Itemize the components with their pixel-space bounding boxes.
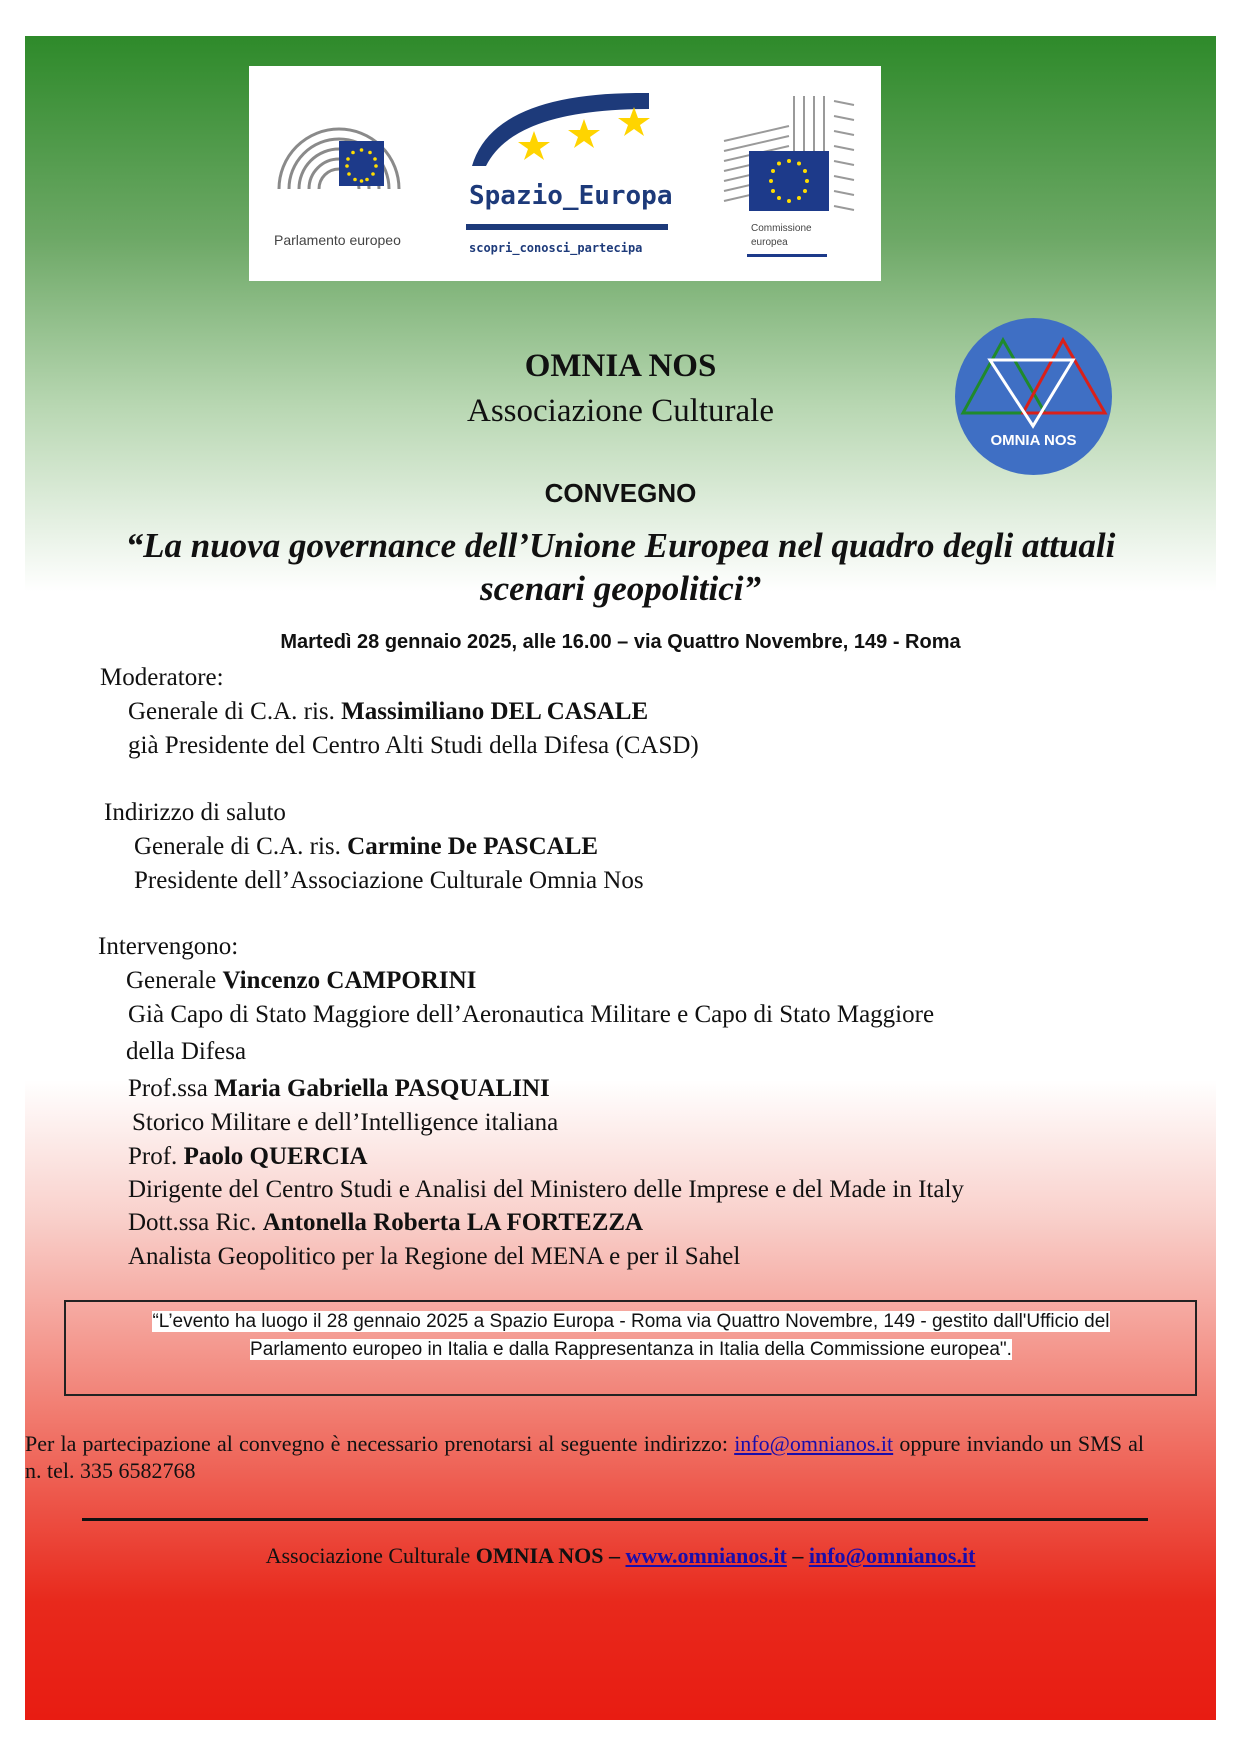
notice-text	[100, 1308, 1162, 1364]
speakers-heading: Intervengono:	[98, 933, 239, 960]
parliament-hemicycle-icon	[269, 94, 439, 224]
speaker-1-name: Vincenzo CAMPORINI	[222, 967, 477, 994]
commission-underline	[747, 254, 827, 257]
greeting-name: Carmine De PASCALE	[347, 833, 599, 860]
speaker-2-name: Maria Gabriella PASQUALINI	[214, 1075, 550, 1102]
footer-org: OMNIA NOS	[475, 1543, 604, 1568]
greeting-line	[134, 832, 598, 862]
speaker-2-role: Storico Militare e dell’Intelligence italiana	[132, 1109, 559, 1136]
event-title-line2: scenari geopolitici”	[480, 569, 761, 608]
commission-building-icon	[719, 91, 859, 221]
speaker-2-line	[128, 1074, 550, 1104]
badge-label: OMNIA NOS	[990, 432, 1077, 449]
event-label: CONVEGNO	[544, 478, 697, 508]
speaker-3-role: Dirigente del Centro Studi e Analisi del Ministero delle Imprese e del Made in Italy	[128, 1176, 964, 1203]
booking-text-after: oppure inviando un SMS al n. tel. 335 6582768	[25, 1431, 1144, 1483]
speaker-1-prefix: Generale	[126, 967, 223, 994]
footer-website-link[interactable]: www.omnianos.it	[625, 1543, 787, 1568]
speaker-1-line	[126, 966, 476, 996]
event-date: Martedì 28 gennaio 2025, alle 16.00 – via Quattro Novembre, 149 - Roma	[280, 631, 961, 653]
event-title-line1: “La nuova governance dell’Unione Europea nel quadro degli attuali	[125, 526, 1116, 565]
moderator-role: già Presidente del Centro Alti Studi della Difesa (CASD)	[128, 732, 699, 759]
parliament-logo	[269, 94, 439, 254]
speaker-3-name: Paolo QUERCIA	[183, 1143, 368, 1170]
greeting-heading: Indirizzo di saluto	[104, 799, 286, 826]
spazio-europa-underline	[466, 224, 668, 230]
commission-caption-line2: europea	[751, 237, 788, 248]
commission-logo	[719, 91, 859, 266]
speaker-3-line	[128, 1142, 368, 1172]
organization-name: OMNIA NOS	[524, 348, 717, 384]
greeting-prefix: Generale di C.A. ris.	[134, 833, 348, 860]
speaker-4-role: Analista Geopolitico per la Regione del MENA e per il Sahel	[128, 1243, 741, 1270]
spazio-europa-tagline: scopri_conosci_partecipa	[469, 241, 643, 255]
notice-line1: “L’evento ha luogo il 28 gennaio 2025 a Spazio Europa - Roma via Quattro Novembre, 149 - gestito dall'Ufficio del	[152, 1311, 1110, 1332]
speaker-1-role-line2: della Difesa	[126, 1038, 247, 1065]
booking-text	[25, 1430, 1144, 1484]
speaker-4-prefix: Dott.ssa Ric.	[128, 1209, 263, 1236]
speaker-3-prefix: Prof.	[128, 1143, 184, 1170]
logo-banner	[249, 66, 881, 281]
notice-line2: Parlamento europeo in Italia e dalla Rappresentanza in Italia della Commissione europea".	[250, 1339, 1012, 1360]
greeting-role: Presidente dell’Associazione Culturale Omnia Nos	[134, 867, 644, 894]
footer-email-link[interactable]: info@omnianos.it	[808, 1543, 976, 1568]
footer	[0, 1543, 1241, 1569]
omnia-nos-triangles-icon	[955, 318, 1112, 475]
moderator-heading: Moderatore:	[100, 664, 224, 691]
spazio-europa-title: Spazio_Europa	[469, 181, 673, 211]
commission-caption-line1: Commissione	[751, 223, 812, 234]
booking-text-before: Per la partecipazione al convegno è necessario prenotarsi al seguente indirizzo:	[25, 1431, 735, 1456]
event-title	[60, 524, 1181, 610]
footer-sep2: –	[786, 1543, 809, 1568]
parliament-caption: Parlamento europeo	[274, 232, 401, 248]
booking-email-link[interactable]: info@omnianos.it	[734, 1431, 894, 1456]
footer-separator	[82, 1518, 1148, 1521]
moderator-line	[128, 697, 648, 727]
moderator-name: Massimiliano DEL CASALE	[341, 698, 649, 725]
moderator-prefix: Generale di C.A. ris.	[128, 698, 342, 725]
spazio-europa-stars-icon	[464, 81, 674, 181]
speaker-2-prefix: Prof.ssa	[128, 1075, 215, 1102]
footer-prefix: Associazione Culturale	[265, 1543, 476, 1568]
spazio-europa-logo	[464, 81, 674, 271]
omnia-nos-badge	[955, 318, 1112, 475]
speaker-4-name: Antonella Roberta LA FORTEZZA	[262, 1209, 644, 1236]
organization-subtitle: Associazione Culturale	[467, 393, 774, 429]
footer-sep1: –	[603, 1543, 626, 1568]
speaker-4-line	[128, 1208, 643, 1238]
speaker-1-role-line1: Già Capo di Stato Maggiore dell’Aeronautica Militare e Capo di Stato Maggiore	[128, 1001, 935, 1028]
